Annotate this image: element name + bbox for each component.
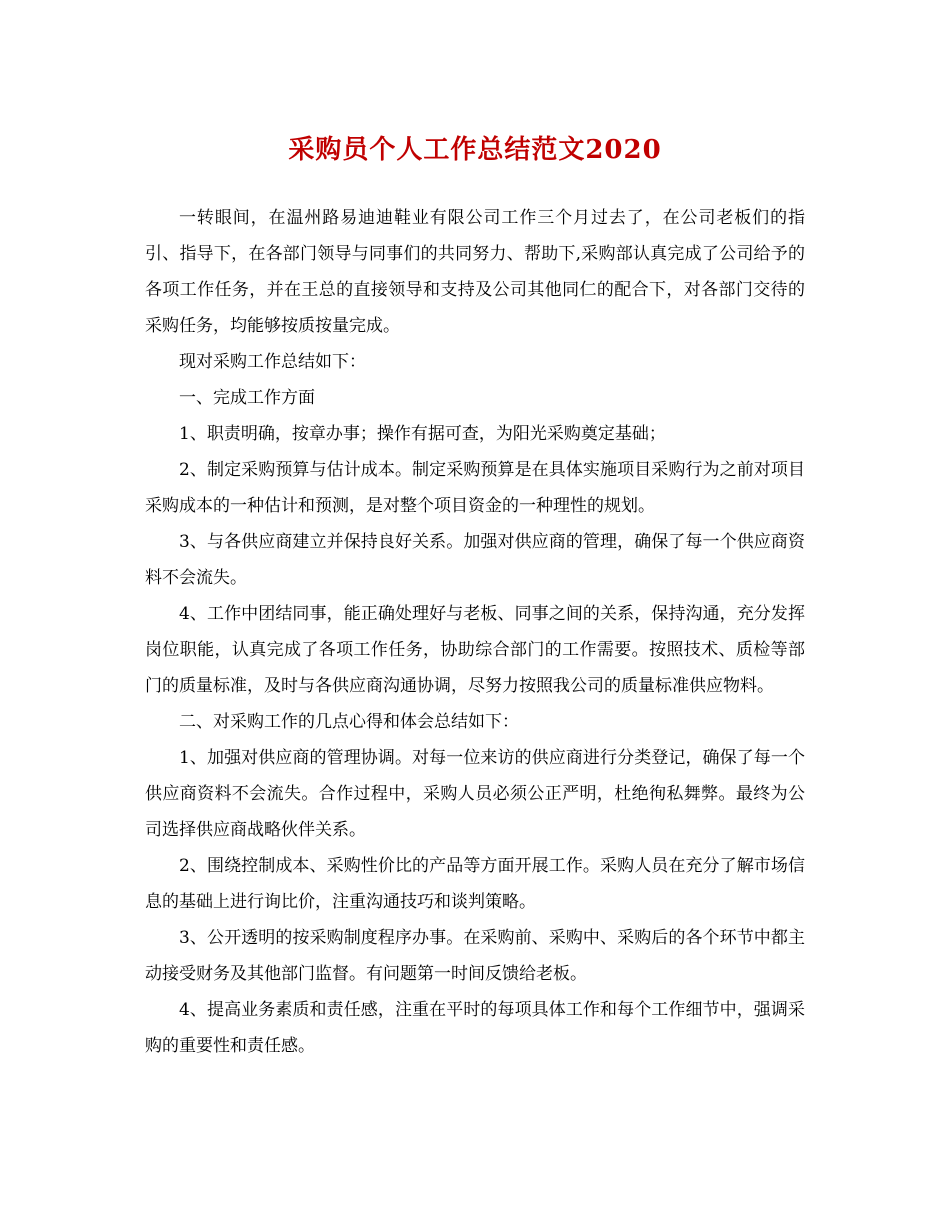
paragraph-item: 3、公开透明的按采购制度程序办事。在采购前、采购中、采购后的各个环节中都主动接受财务及其他部门监督。有问题第一时间反馈给老板。 <box>145 928 805 984</box>
paragraph-item: 4、工作中团结同事，能正确处理好与老板、同事之间的关系，保持沟通，充分发挥岗位职能，认真完成了各项工作任务，协助综合部门的工作需要。按照技术、质检等部门的质量标准，及时与各供应商沟通协调，尽努力按照我公司的质量标准供应物料。 <box>145 604 805 696</box>
paragraph-item: 4、提高业务素质和责任感，注重在平时的每项具体工作和每个工作细节中，强调采购的重要性和责任感。 <box>145 1000 805 1056</box>
section-heading-work-done: 一、完成工作方面 <box>179 388 315 408</box>
paragraph-item: 2、制定采购预算与估计成本。制定采购预算是在具体实施项目采购行为之前对项目采购成本的一种估计和预测，是对整个项目资金的一种理性的规划。 <box>145 460 805 516</box>
paragraph-item: 3、与各供应商建立并保持良好关系。加强对供应商的管理，确保了每一个供应商资料不会流失。 <box>145 532 805 588</box>
document-title: 采购员个人工作总结范文2020 <box>288 135 662 165</box>
paragraph-intro: 一转眼间，在温州路易迪迪鞋业有限公司工作三个月过去了，在公司老板们的指引、指导下，在各部门领导与同事们的共同努力、帮助下,采购部认真完成了公司给予的各项工作任务，并在王总的直接领导和支持及公司其他同仁的配合下，对各部门交待的采购任务，均能够按质按量完成。 <box>145 208 805 336</box>
section-heading-experience: 二、对采购工作的几点心得和体会总结如下： <box>179 712 519 732</box>
paragraph-item: 2、围绕控制成本、采购性价比的产品等方面开展工作。采购人员在充分了解市场信息的基础上进行询比价，注重沟通技巧和谈判策略。 <box>145 856 805 912</box>
paragraph-item: 1、职责明确，按章办事；操作有据可查，为阳光采购奠定基础； <box>179 424 666 444</box>
document-body <box>145 200 805 1064</box>
paragraph-summary-lead: 现对采购工作总结如下： <box>179 352 366 372</box>
paragraph-item: 1、加强对供应商的管理协调。对每一位来访的供应商进行分类登记，确保了每一个供应商资料不会流失。合作过程中，采购人员必须公正严明，杜绝徇私舞弊。最终为公司选择供应商战略伙伴关系。 <box>145 748 805 840</box>
